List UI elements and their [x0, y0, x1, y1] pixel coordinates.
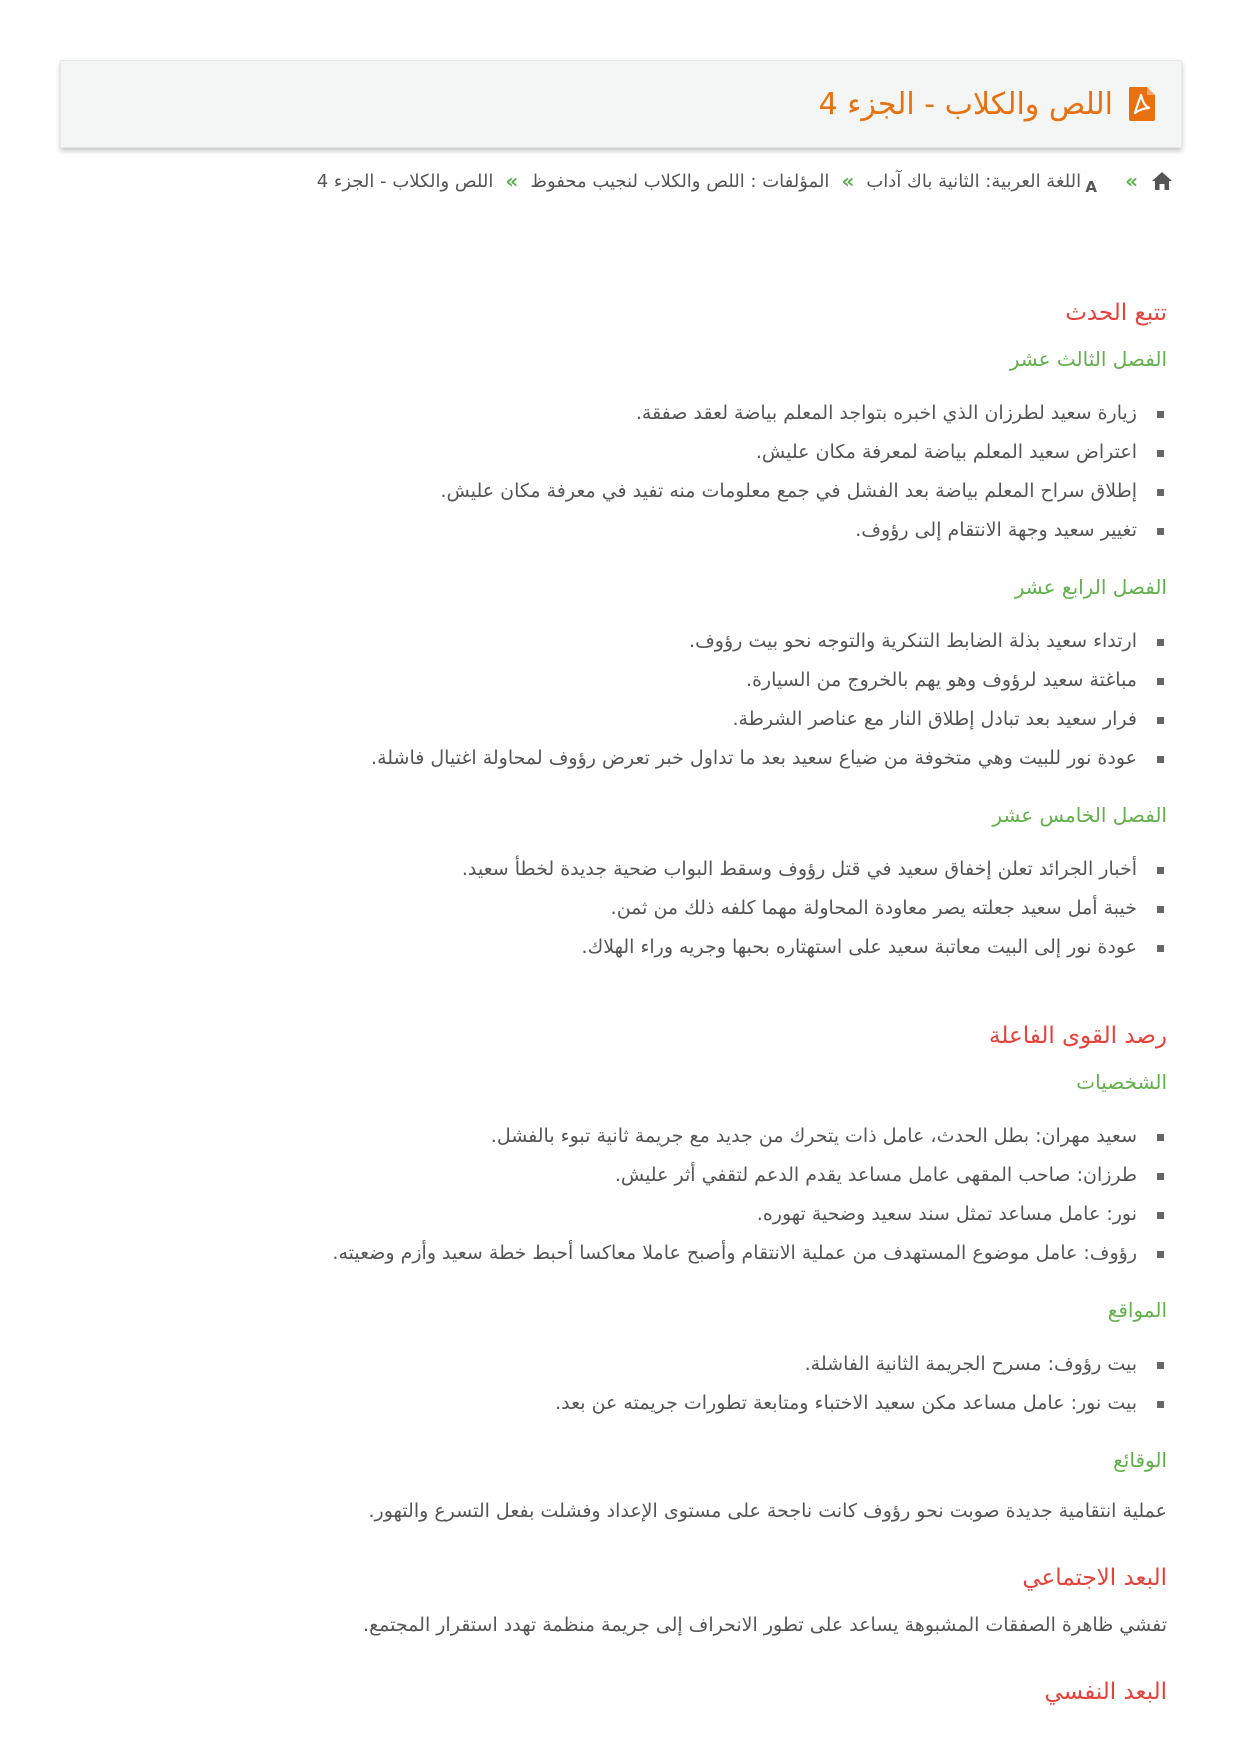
breadcrumb-separator: » [841, 169, 855, 193]
translate-icon [1085, 168, 1113, 194]
breadcrumb [60, 168, 1174, 194]
list-item: تغيير سعيد وجهة الانتقام إلى رؤوف. [60, 511, 1167, 550]
list-item: نور: عامل مساعد تمثل سند سعيد وضحية تهوره. [60, 1195, 1167, 1234]
breadcrumb-separator: » [505, 169, 519, 193]
list-item: سعيد مهران: بطل الحدث، عامل ذات يتحرك من جديد مع جريمة ثانية تبوء بالفشل. [60, 1117, 1167, 1156]
home-icon[interactable] [1150, 170, 1174, 192]
list-item: بيت نور: عامل مساعد مكن سعيد الاختباء ومتابعة تطورات جريمته عن بعد. [60, 1384, 1167, 1423]
section-title-forces: رصد القوى الفاعلة [989, 1023, 1167, 1049]
characters-title: الشخصيات [1076, 1070, 1167, 1094]
list-item: مباغتة سعيد لرؤوف وهو يهم بالخروج من السيارة. [60, 661, 1167, 700]
breadcrumb-item-subject[interactable]: اللغة العربية: الثانية باك آداب [866, 170, 1082, 192]
chapter-15-title: الفصل الخامس عشر [992, 803, 1167, 827]
list-item: بيت رؤوف: مسرح الجريمة الثانية الفاشلة. [60, 1345, 1167, 1384]
breadcrumb-item-current: اللص والكلاب - الجزء 4 [316, 170, 494, 192]
social-paragraph: تفشي ظاهرة الصفقات المشبوهة يساعد على تطور الانحراف إلى جريمة منظمة تهدد استقرار المجتمع. [363, 1614, 1167, 1636]
title-bar [60, 60, 1182, 148]
places-list [60, 1345, 1167, 1423]
list-item: اعتراض سعيد المعلم بياضة لمعرفة مكان عليش. [60, 433, 1167, 472]
list-item: زيارة سعيد لطرزان الذي اخبره بتواجد المعلم بياضة لعقد صفقة. [60, 394, 1167, 433]
events-paragraph: عملية انتقامية جديدة صوبت نحو رؤوف كانت ناجحة على مستوى الإعداد وفشلت بفعل التسرع والتهور. [368, 1500, 1167, 1522]
list-item: فرار سعيد بعد تبادل إطلاق النار مع عناصر الشرطة. [60, 700, 1167, 739]
list-item: ارتداء سعيد بذلة الضابط التنكرية والتوجه نحو بيت رؤوف. [60, 622, 1167, 661]
list-item: عودة نور إلى البيت معاتبة سعيد على استهتاره بحبها وجريه وراء الهلاك. [60, 928, 1167, 967]
characters-list [60, 1117, 1167, 1273]
breadcrumb-separator: » [1125, 169, 1138, 193]
spacer [60, 989, 1167, 1019]
chapter-13-title: الفصل الثالث عشر [1009, 347, 1167, 371]
section-title-psych: البعد النفسي [1044, 1679, 1167, 1705]
list-item: طرزان: صاحب المقهى عامل مساعد يقدم الدعم لتقفي أثر عليش. [60, 1156, 1167, 1195]
chapter-15-list [60, 850, 1167, 967]
list-item: رؤوف: عامل موضوع المستهدف من عملية الانتقام وأصبح عاملا معاكسا أحبط خطة سعيد وأزم وضعيته. [60, 1234, 1167, 1273]
pdf-file-icon [1127, 86, 1157, 122]
page-title: اللص والكلاب - الجزء 4 [818, 86, 1113, 122]
article-content [60, 296, 1167, 1723]
list-item: خيبة أمل سعيد جعلته يصر معاودة المحاولة مهما كلفه ذلك من ثمن. [60, 889, 1167, 928]
section-title-tracking: تتبع الحدث [1065, 300, 1167, 326]
chapter-14-title: الفصل الرابع عشر [1014, 575, 1167, 599]
chapter-14-list [60, 622, 1167, 778]
svg-text:A: A [1085, 178, 1098, 194]
breadcrumb-item-works[interactable]: المؤلفات : اللص والكلاب لنجيب محفوظ [530, 170, 830, 192]
chapter-13-list [60, 394, 1167, 550]
list-item: إطلاق سراح المعلم بياضة بعد الفشل في جمع معلومات منه تفيد في معرفة مكان عليش. [60, 472, 1167, 511]
list-item: أخبار الجرائد تعلن إخفاق سعيد في قتل رؤوف وسقط البواب ضحية جديدة لخطأ سعيد. [60, 850, 1167, 889]
list-item: عودة نور للبيت وهي متخوفة من ضياع سعيد بعد ما تداول خبر تعرض رؤوف لمحاولة اغتيال فاشلة. [60, 739, 1167, 778]
places-title: المواقع [1107, 1298, 1167, 1322]
events-title: الوقائع [1113, 1448, 1167, 1472]
section-title-social: البعد الاجتماعي [1022, 1565, 1167, 1591]
